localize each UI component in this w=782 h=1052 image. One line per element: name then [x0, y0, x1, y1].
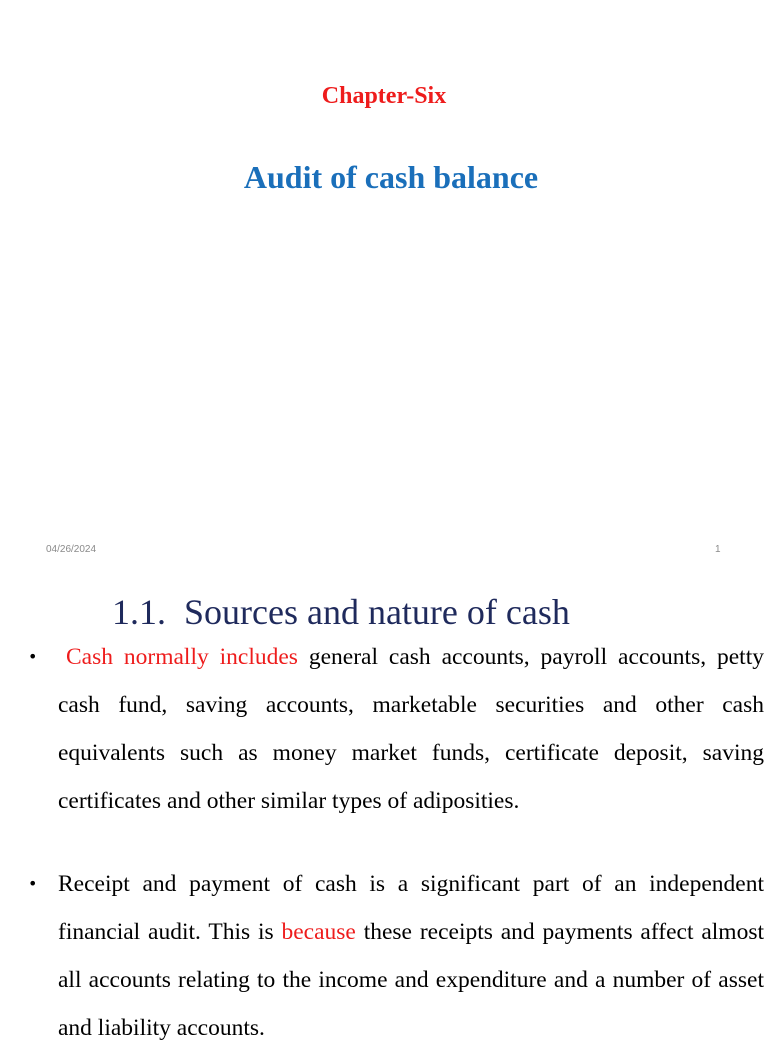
content-slide — [0, 576, 768, 1041]
section-heading — [112, 591, 570, 633]
bullet-dot-icon: • — [28, 874, 38, 893]
bullet-item-cash-includes — [28, 633, 764, 825]
bullet-list — [28, 633, 764, 1052]
slide-date: 04/26/2024 — [46, 544, 97, 555]
bullet-dot-icon: • — [28, 647, 38, 666]
bullet-highlight: Cash normally includes — [66, 644, 298, 670]
bullet-highlight: because — [281, 919, 356, 945]
bullet-item-receipt-payment — [28, 860, 764, 1052]
bullet-text-after: these receipts and payments affect almost all accounts relating to the income and expenditure and a number of asset and liability accounts. — [58, 919, 764, 1041]
section-title: Sources and nature of cash — [184, 592, 570, 632]
slide-page-number: 1 — [715, 544, 721, 555]
section-number: 1.1. — [112, 592, 166, 632]
bullet-text-before: Receipt and payment of cash is a significant part of an independent financial audit. This is — [58, 871, 764, 945]
chapter-label: Chapter-Six — [321, 83, 447, 109]
slide-title: Audit of cash balance — [243, 159, 539, 195]
bullet-text: general cash accounts, payroll accounts, petty cash fund, saving accounts, marketable securities and other cash equivalents such as money market funds, certificate deposit, saving certificates and other similar types of adiposities. — [58, 644, 764, 814]
